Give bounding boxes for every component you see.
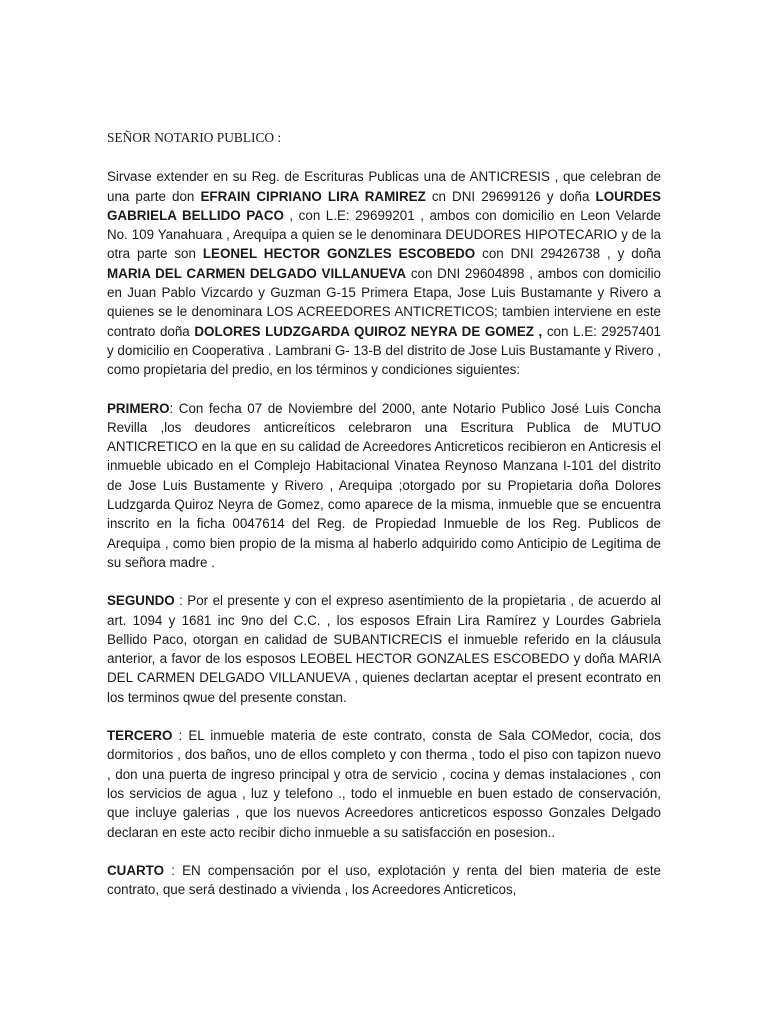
intro-text-5: con DNI 29604898 , ambos con domicilio en Juan Pablo Vizcardo y Guzman G-15 Primera Etapa, Jose Luis Bustamante y Rivero a quienes se le denominara LOS ACREEDORES ANTICRETICOS; tambien interviene en este contrato doña — [107, 265, 661, 339]
clause-segundo — [107, 591, 661, 707]
intro-text-2: cn DNI 29699126 y doña — [425, 188, 596, 204]
clause-segundo-text: : Por el presente y con el expreso asentimiento de la propietaria , de acuerdo al art. 1094 y 1681 inc 9no del C.C. , los esposos Efrain Lira Ramírez y Lourdes Gabriela Bellido Paco, otorgan en calidad de SUBANTICRECIS el inmueble referido en la cláusula anterior, a favor de los esposos LEOBEL HECTOR GONZALES ESCOBEDO y doña MARIA DEL CARMEN DELGADO VILLANUEVA , quienes declartan aceptar el present econtrato en los terminos qwue del presente constan. — [107, 593, 661, 705]
intro-text-1: Sirvase extender en su Reg. de Escrituras Publicas una de ANTICRESIS , que celebran de una parte don — [107, 169, 661, 204]
clause-cuarto-label: CUARTO — [107, 862, 165, 878]
clause-tercero-label: TERCERO — [107, 728, 173, 744]
clause-primero-label: PRIMERO — [107, 400, 170, 416]
document-page — [107, 128, 661, 918]
clause-cuarto-text: : EN compensación por el uso, explotación y renta del bien materia de este contrato, que será destinado a vivienda , los Acreedores Anticreticos, — [107, 862, 661, 898]
party-name-dolores: DOLORES LUDZGARDA QUIROZ NEYRA DE GOMEZ , — [194, 323, 543, 339]
intro-text-4: con DNI 29426738 , y doña — [475, 246, 661, 262]
clause-primero — [107, 399, 661, 573]
document-heading: SEÑOR NOTARIO PUBLICO : — [107, 130, 282, 145]
intro-paragraph — [107, 167, 661, 379]
clause-tercero-text: : EL inmueble materia de este contrato, consta de Sala COMedor, cocia, dos dormitorios , dos baños, uno de ellos completo y con therma , todo el piso con tapizon nuevo , don una puerta de ingreso principal y otra de servicio , cocina y demas instalaciones , con los servicios de agua , luz y telefono ., todo el inmueble en buen estado de conservación, que incluye galerias , que los nuevos Acreedores anticreticos esposso Gonzales Delgado declaran en este acto recibir dicho inmueble a su satisfacción en posesion.. — [107, 728, 661, 840]
party-name-efrain: EFRAIN CIPRIANO LIRA RAMIREZ — [200, 188, 426, 204]
clause-cuarto — [107, 861, 661, 900]
clause-tercero — [107, 726, 661, 842]
clause-segundo-label: SEGUNDO — [107, 593, 175, 609]
clause-primero-text: : Con fecha 07 de Noviembre del 2000, ante Notario Publico José Luis Concha Revilla ,los deudores anticreíticos celebraron una Escritura Publica de MUTUO ANTICRETICO en la que en su calidad de Acreedores Anticreticos recibieron en Anticresis el inmueble ubicado en el Complejo Habitacional Vinatea Reynoso Manzana I-101 del distrito de Jose Luis Bustamente y Rivero , Arequipa ;otorgado por su Propietaria doña Dolores Ludzgarda Quiroz Neyra de Gomez, como aparece de la misma, inmueble que se encuentra inscrito en la ficha 0047614 del Reg. de Propiedad Inmueble de los Reg. Publicos de Arequipa , como bien propio de la misma al haberlo adquirido como Anticipio de Legitima de su señora madre . — [107, 400, 661, 570]
party-name-lourdes: LOURDES GABRIELA BELLIDO PACO — [107, 188, 661, 223]
party-name-maria: MARIA DEL CARMEN DELGADO VILLANUEVA — [107, 265, 407, 281]
party-name-leonel: LEONEL HECTOR GONZLES ESCOBEDO — [202, 246, 476, 262]
intro-text-3: , con L.E: 29699201 , ambos con domicilio en Leon Velarde No. 109 Yanahuara , Arequipa a quien se le denominara DEUDORES HIPOTECARIO y de la otra parte son — [107, 207, 661, 262]
intro-text-6: con L.E: 29257401 y domicilio en Cooperativa . Lambrani G- 13-B del distrito de Jose Luis Bustamante y Rivero , como propietaria del predio, en los términos y condiciones siguientes: — [107, 323, 662, 378]
